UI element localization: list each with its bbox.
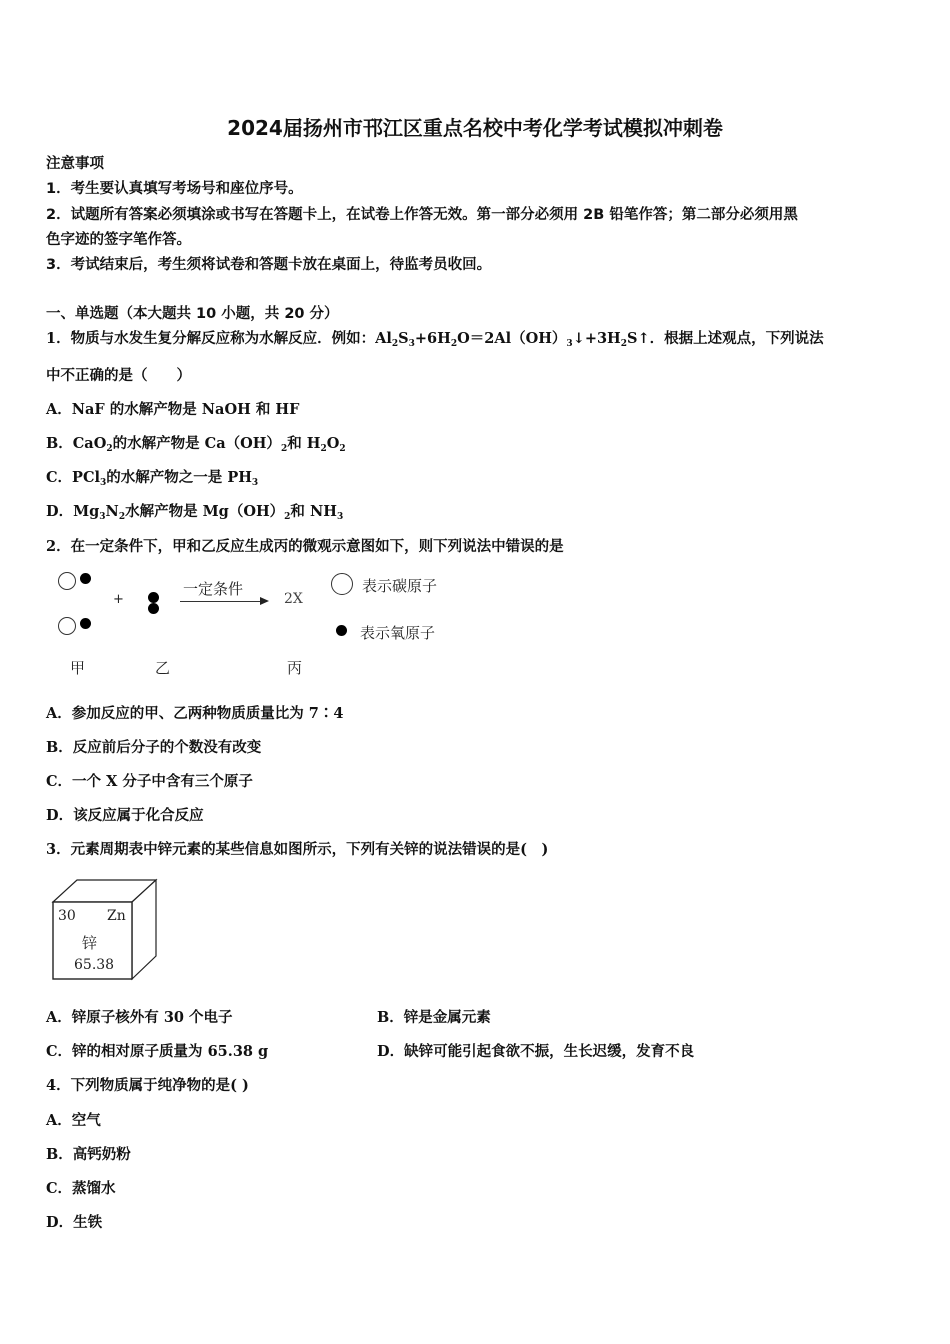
notice-item-3: 3．考试结束后，考生须将试卷和答题卡放在桌面上，待监考员收回。 (46, 257, 492, 273)
question-3-option-a: A．锌原子核外有 30 个电子 (46, 1009, 233, 1026)
question-4-stem: 4．下列物质属于纯净物的是( ) (46, 1077, 249, 1094)
oxygen-atom-icon (148, 603, 159, 614)
notice-item-2-cont: 色字迹的签字笔作答。 (46, 232, 191, 248)
question-1-stem-line2: 中不正确的是（ ） (46, 367, 191, 384)
element-mass: 65.38 (74, 957, 115, 973)
section-heading: 一、单选题（本大题共 10 小题，共 20 分） (46, 306, 339, 322)
question-4-option-b: B．高钙奶粉 (46, 1146, 131, 1163)
notice-heading: 注意事项 (46, 156, 104, 172)
question-1-option-b: B．CaO$_2$的水解产物是 $Ca(OH)_2$和 $H_2O_2$ (46, 435, 346, 454)
question-4-option-c: C．蒸馏水 (46, 1180, 116, 1197)
carbon-atom-icon (58, 572, 76, 590)
question-2-option-d: D．该反应属于化合反应 (46, 807, 204, 824)
label-jia: 甲 (70, 659, 86, 677)
question-2-stem: 2．在一定条件下，甲和乙反应生成丙的微观示意图如下，则下列说法中错误的是 (46, 538, 564, 555)
question-1-stem-line1 (46, 327, 824, 348)
stem-text: 物质与水发生复分解反应称为水解反应．例如： (70, 330, 376, 347)
question-1-option-a: A．NaF 的水解产物是 NaOH 和 HF (46, 401, 300, 418)
oxygen-atom-icon (148, 592, 159, 603)
question-3-option-d: D．缺锌可能引起食欲不振，生长迟缓，发育不良 (377, 1043, 695, 1060)
arrow-line (180, 601, 262, 602)
question-2-option-b: B．反应前后分子的个数没有改变 (46, 739, 262, 756)
plus-sign: + (113, 592, 124, 607)
oxygen-atom-icon (80, 573, 91, 584)
question-2-option-a: A．参加反应的甲、乙两种物质质量比为 7∶4 (46, 705, 344, 722)
notice-item-1: 1．考生要认真填写考场号和座位序号。 (46, 181, 303, 197)
legend-oxygen-icon (336, 625, 347, 636)
oxygen-atom-icon (80, 618, 91, 629)
question-1-option-d: D．$Mg_3N_2$水解产物是 $Mg(OH)_2$和 $NH_3$ (46, 503, 344, 522)
label-yi: 乙 (155, 659, 171, 677)
stem-text: ．根据上述观点，下列说法 (649, 330, 824, 347)
element-name: 锌 (82, 934, 98, 952)
notice-item-2: 2．试题所有答案必须填涂或书写在答题卡上，在试卷上作答无效。第一部分必须用 2B 铅笔作答；第二部分必须用黑 (46, 207, 798, 223)
legend-carbon-label: 表示碳原子 (362, 577, 438, 595)
element-symbol: Zn (107, 908, 126, 924)
question-3-stem: 3．元素周期表中锌元素的某些信息如图所示，下列有关锌的说法错误的是( ) (46, 841, 549, 858)
product-label: 2X (284, 591, 303, 607)
question-3-option-c: C．锌的相对原子质量为 65.38 g (46, 1043, 269, 1060)
label-bing: 丙 (287, 659, 303, 677)
element-atomic-number: 30 (58, 908, 76, 924)
reaction-condition: 一定条件 (183, 580, 244, 598)
legend-carbon-icon (331, 573, 353, 595)
question-1-option-c: C．PCl$_3$的水解产物之一是 $PH_3$ (46, 469, 259, 488)
question-4-option-a: A．空气 (46, 1112, 101, 1129)
question-3-option-b: B．锌是金属元素 (377, 1009, 491, 1026)
arrow-right-icon (260, 597, 269, 605)
question-2-option-c: C．一个 X 分子中含有三个原子 (46, 773, 253, 790)
carbon-atom-icon (58, 617, 76, 635)
chemical-equation: $Al_2S_3+6H_2O=2Al(OH)_3↓+3H_2S↑$ (375, 330, 650, 349)
legend-oxygen-label: 表示氧原子 (360, 624, 436, 642)
question-4-option-d: D．生铁 (46, 1214, 103, 1231)
question-number: 1． (46, 330, 71, 347)
page-title: 2024届扬州市邗江区重点名校中考化学考试模拟冲刺卷 (227, 116, 723, 140)
